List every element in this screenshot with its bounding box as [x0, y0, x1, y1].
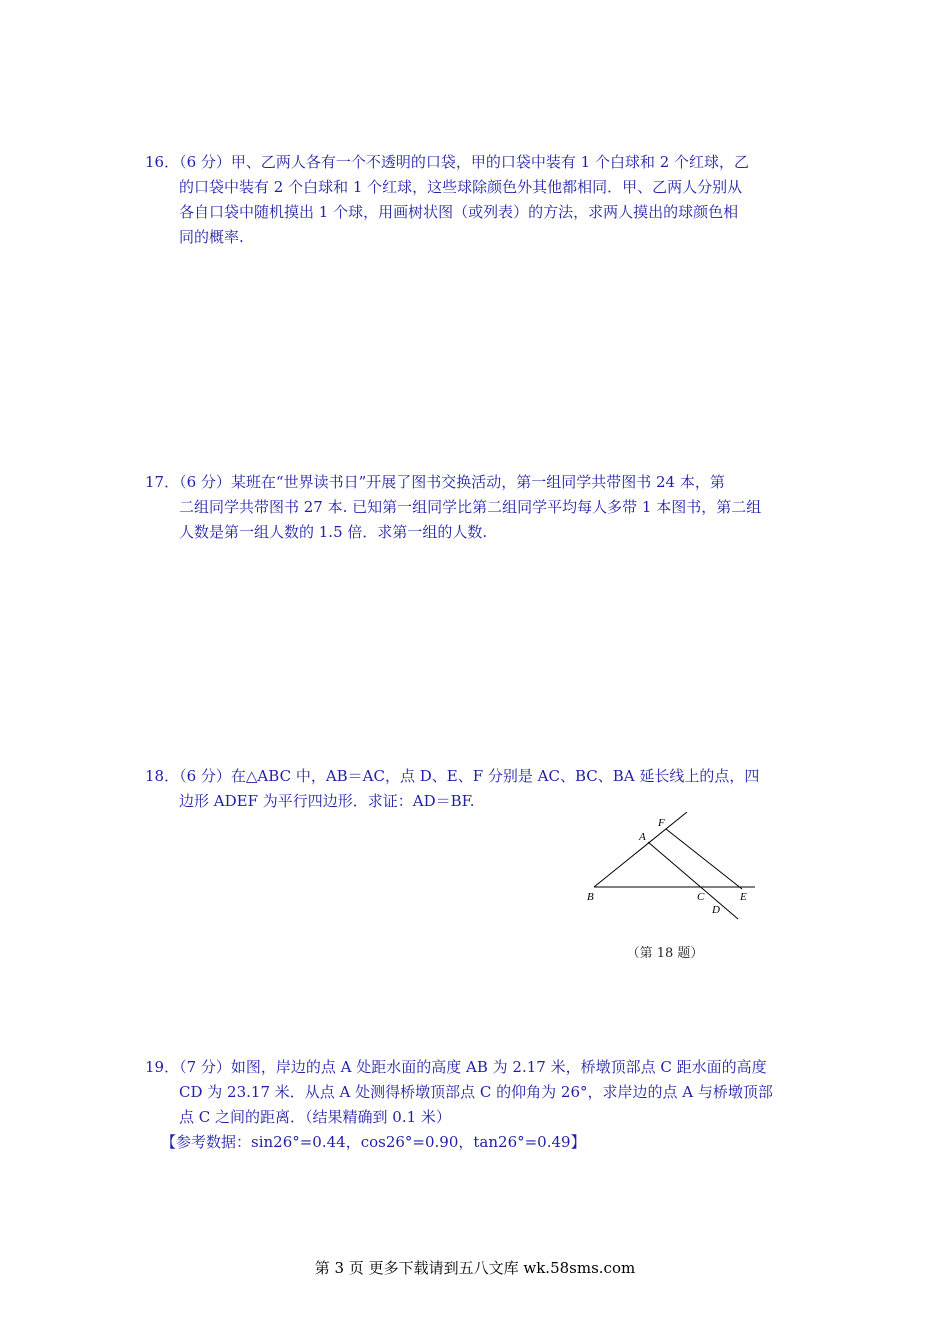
figure-18	[580, 812, 770, 922]
line-a-d	[648, 842, 738, 919]
question-19	[145, 1055, 810, 1155]
label-a: A	[639, 831, 646, 843]
question-17	[145, 470, 810, 545]
question-16	[145, 150, 810, 250]
label-c: C	[697, 891, 705, 903]
page-footer: 第 3 页 更多下载请到五八文库 wk.58sms.com	[314, 1259, 636, 1277]
question-17-line-1: 17．（6 分）某班在“世界读书日”开展了图书交换活动，第一组同学共带图书 24 本，第	[145, 473, 725, 491]
question-18	[145, 764, 810, 814]
line-f-e	[666, 829, 742, 889]
line-b-f	[594, 812, 687, 887]
figure-18-caption: （第 18 题）	[626, 946, 704, 961]
question-18-line-2: 边形 ADEF 为平行四边形．求证：AD＝BF.	[179, 792, 475, 810]
label-f: F	[658, 817, 665, 829]
question-19-line-2: CD 为 23.17 米．从点 A 处测得桥墩顶部点 C 的仰角为 26°，求岸边的点 A 与桥墩顶部	[179, 1083, 773, 1101]
question-16-line-2: 的口袋中装有 2 个白球和 1 个红球，这些球除颜色外其他都相同．甲、乙两人分别从	[179, 178, 743, 196]
question-16-line-3: 各自口袋中随机摸出 1 个球，用画树状图（或列表）的方法，求两人摸出的球颜色相	[179, 203, 739, 221]
question-17-line-2: 二组同学共带图书 27 本. 已知第一组同学比第二组同学平均每人多带 1 本图书，第二组	[179, 498, 762, 516]
question-18-line-1: 18．（6 分）在△ABC 中，AB＝AC，点 D、E、F 分别是 AC、BC、BA 延长线上的点，四	[145, 767, 760, 785]
question-16-line-4: 同的概率.	[179, 228, 244, 246]
question-19-line-1: 19．（7 分）如图，岸边的点 A 处距水面的高度 AB 为 2.17 米，桥墩顶部点 C 距水面的高度	[145, 1058, 767, 1076]
question-16-line-1: 16．（6 分）甲、乙两人各有一个不透明的口袋，甲的口袋中装有 1 个白球和 2 个红球，乙	[145, 153, 750, 171]
label-d: D	[712, 904, 720, 916]
question-19-reference-data: 【参考数据：sin26°=0.44，cos26°=0.90，tan26°=0.49】	[161, 1133, 586, 1151]
label-e: E	[740, 891, 747, 903]
question-19-line-3: 点 C 之间的距离．（结果精确到 0.1 米）	[179, 1108, 451, 1126]
question-17-line-3: 人数是第一组人数的 1.5 倍．求第一组的人数.	[179, 523, 488, 541]
label-b: B	[587, 891, 594, 903]
